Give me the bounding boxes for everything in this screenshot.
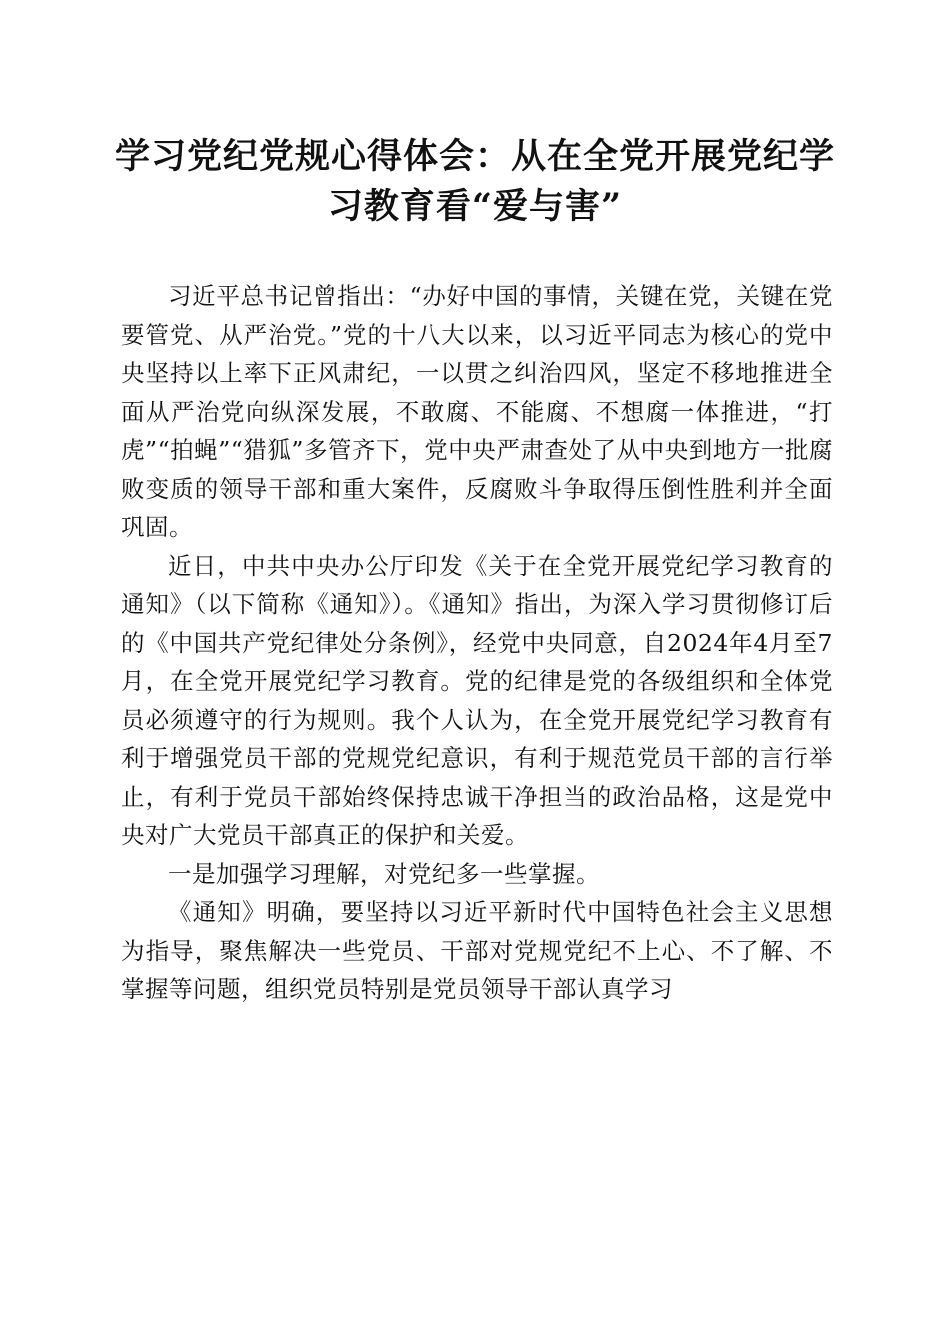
document-body bbox=[121, 277, 833, 1009]
title-line-2: 习教育看“爱与害” bbox=[327, 186, 623, 227]
title-line-1: 学习党纪党规心得体会：从在全党开展党纪学 bbox=[114, 136, 835, 177]
paragraph-1: 习近平总书记曾指出：“办好中国的事情，关键在党，关键在党要管党、从严治党。”党的十八大以来，以习近平同志为核心的党中央坚持以上率下正风肃纪，一以贯之纠治四风，坚定不移地推进全面从严治党向纵深发展，不敢腐、不能腐、不想腐一体推进，“打虎”“拍蝇”“猎狐”多管齐下，党中央严肃查处了从中央到地方一批腐败变质的领导干部和重大案件，反腐败斗争取得压倒性胜利并全面巩固。 bbox=[121, 282, 833, 541]
document-title bbox=[100, 132, 850, 232]
paragraph-3: 《通知》明确，要坚持以习近平新时代中国特色社会主义思想为指导，聚焦解决一些党员、干部对党规党纪不上心、不了解、不掌握等问题，组织党员特别是党员领导干部认真学习 bbox=[121, 898, 833, 1003]
paragraph-2: 近日，中共中央办公厅印发《关于在全党开展党纪学习教育的通知》（以下简称《通知》）。《通知》指出，为深入学习贯彻修订后的《中国共产党纪律处分条例》，经党中央同意，自2024年4月至7月，在全党开展党纪学习教育。党的纪律是党的各级组织和全体党员必须遵守的行为规则。我个人认为，在全党开展党纪学习教育有利于增强党员干部的党规党纪意识，有利于规范党员干部的言行举止，有利于党员干部始终保持忠诚干净担当的政治品格，这是党中央对广大党员干部真正的保护和关爱。 bbox=[121, 551, 833, 849]
section-heading-1: 一是加强学习理解，对党纪多一些掌握。 bbox=[168, 859, 600, 888]
